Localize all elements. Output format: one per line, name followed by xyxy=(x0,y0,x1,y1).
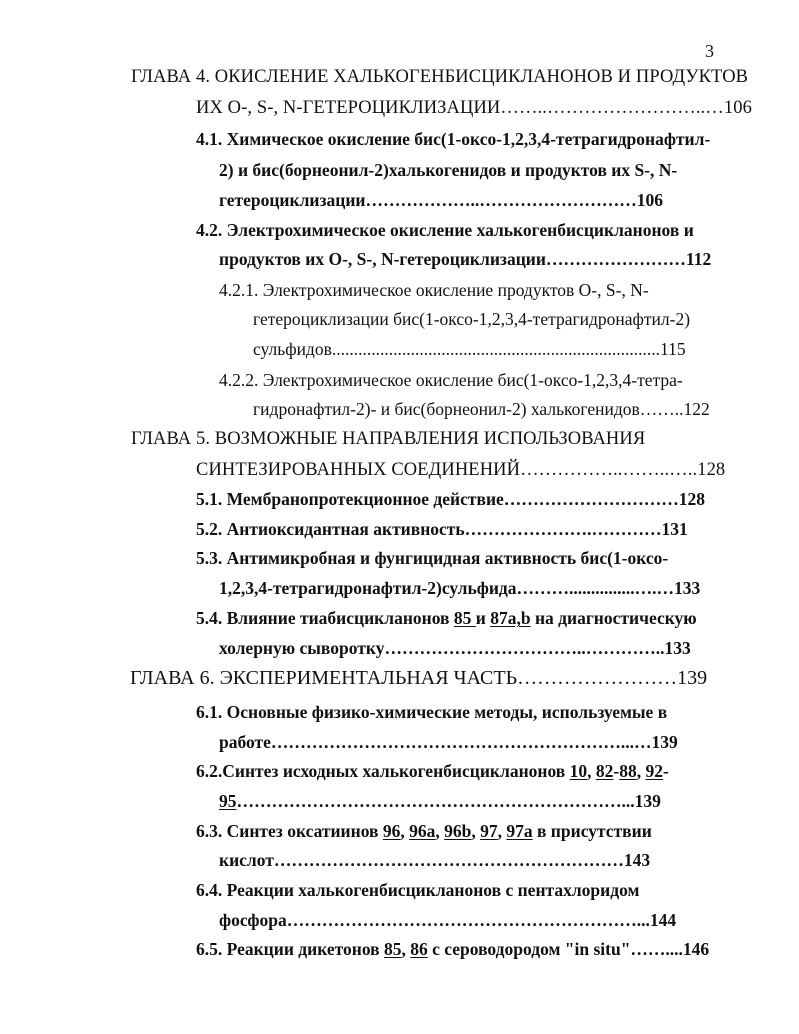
compound-ref: 85 xyxy=(453,608,476,628)
toc-section-4-2-1-line-2: гетероциклизации бис(1-оксо-1,2,3,4-тетрагидронафтил-2) xyxy=(253,309,691,329)
toc-section-5-4-line-2: холерную сыворотку……………………………..…………..133 xyxy=(219,638,691,658)
toc-section-4-1-line-3: гетероциклизации………………..………………………106 xyxy=(219,190,664,210)
toc-section-5-2: 5.2. Антиоксидантная активность………………….…………131 xyxy=(196,519,688,539)
toc-chapter-4-line-2: ИХ О-, S-, N-ГЕТЕРОЦИКЛИЗАЦИИ……..……………………..…106 xyxy=(196,98,752,118)
compound-ref: 88 xyxy=(619,761,637,781)
toc-section-4-1-line-2: 2) и бис(борнеонил-2)халькогенидов и продуктов их S-, N- xyxy=(219,160,678,180)
compound-ref: 87a,b xyxy=(490,608,531,628)
toc-section-5-1: 5.1. Мембранопротекционное действие…………………………128 xyxy=(196,489,706,509)
toc-section-4-2-2-line-1: 4.2.2. Электрохимическое окисление бис(1-оксо-1,2,3,4-тетра- xyxy=(219,370,683,390)
compound-ref: 86 xyxy=(410,939,428,959)
toc-section-6-1-line-1: 6.1. Основные физико-химические методы, используемые в xyxy=(196,702,668,722)
toc-section-6-1-line-2: работе……………………………………………………...…139 xyxy=(219,732,678,752)
toc-section-4-2-line-2: продуктов их О-, S-, N-гетероциклизации……………………112 xyxy=(219,249,712,269)
toc-section-6-4-line-2: фосфора……………………………………………………...144 xyxy=(219,910,677,930)
toc-section-6-5: 6.5. Реакции дикетонов 85, 86 с сероводородом "in situ"……....146 xyxy=(196,939,710,959)
toc-section-6-3-line-1: 6.3. Синтез оксатиинов 96, 96a, 96b, 97, 97a в присутствии xyxy=(196,821,652,841)
toc-chapter-6: ГЛАВА 6. ЭКСПЕРИМЕНТАЛЬНАЯ ЧАСТЬ……………………139 xyxy=(130,667,708,689)
toc-section-4-2-line-1: 4.2. Электрохимическое окисление халькогенбисцикланонов и xyxy=(196,220,694,240)
toc-section-5-3-line-2: 1,2,3,4-тетрагидронафтил-2)сульфида………...............….…133 xyxy=(219,578,701,598)
compound-ref: 96 xyxy=(382,821,401,841)
toc-chapter-5-line-1: ГЛАВА 5. ВОЗМОЖНЫЕ НАПРАВЛЕНИЯ ИСПОЛЬЗОВАНИЯ xyxy=(131,429,646,449)
toc-section-4-1-line-1: 4.1. Химическое окисление бис(1-оксо-1,2,3,4-тетрагидронафтил- xyxy=(196,129,711,149)
compound-ref: 96a xyxy=(409,821,436,841)
toc-section-5-3-line-1: 5.3. Антимикробная и фунгицидная активность бис(1-оксо- xyxy=(196,548,669,568)
toc-section-6-2-line-1: 6.2.Синтез исходных халькогенбисцикланонов 10, 82-88, 92- xyxy=(196,761,669,781)
toc-chapter-5-line-2: СИНТЕЗИРОВАННЫХ СОЕДИНЕНИЙ……………..……..…..128 xyxy=(196,460,726,480)
compound-ref: 92 xyxy=(645,761,663,781)
compound-ref: 97 xyxy=(480,821,498,841)
toc-section-4-2-2-line-2: гидронафтил-2)- и бис(борнеонил-2) халькогенидов……..122 xyxy=(253,399,710,419)
compound-ref: 82 xyxy=(595,761,614,781)
compound-ref: 97a xyxy=(506,821,533,841)
compound-ref: 85 xyxy=(384,939,402,959)
toc-section-4-2-1-line-1: 4.2.1. Электрохимическое окисление продуктов О-, S-, N- xyxy=(219,280,649,300)
compound-ref: 95 xyxy=(219,791,237,811)
toc-section-5-4-line-1: 5.4. Влияние тиабисцикланонов 85 и 87a,b на диагностическую xyxy=(196,608,697,628)
compound-ref: 10 xyxy=(569,761,588,781)
toc-section-4-2-1-line-3: сульфидов...........................................................................115 xyxy=(253,339,686,359)
toc-section-6-2-line-2: 95…………………………………………………………...139 xyxy=(219,791,661,811)
toc-chapter-4-line-1: ГЛАВА 4. ОКИСЛЕНИЕ ХАЛЬКОГЕНБИСЦИКЛАНОНОВ И ПРОДУКТОВ xyxy=(131,67,749,87)
toc-section-6-4-line-1: 6.4. Реакции халькогенбисцикланонов с пентахлоридом xyxy=(196,880,640,900)
compound-ref: 96b xyxy=(444,821,472,841)
toc-section-6-3-line-2: кислот……………………………………………………143 xyxy=(219,850,651,870)
page-number: 3 xyxy=(705,41,714,61)
